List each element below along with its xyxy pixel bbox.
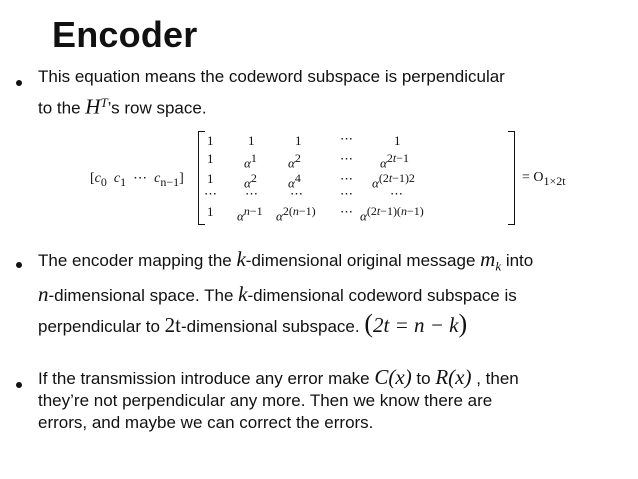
right-paren: ): [458, 309, 468, 339]
matrix-cell: 1: [207, 171, 214, 186]
math-k: k: [238, 282, 248, 307]
matrix-cell: $\alpha^2$: [288, 151, 301, 171]
matrix-cell: $\alpha^{2(n-1)}$: [276, 204, 316, 224]
bullet-dot-1: [16, 80, 22, 86]
parity-check-equation: [90, 131, 570, 223]
math-m: m: [480, 247, 496, 271]
matrix-cell: ⋯: [340, 186, 353, 201]
bullet-1-text-end: ’s row space.: [107, 98, 207, 118]
bullet-2-text: into: [501, 251, 534, 270]
matrix-cell: $\alpha^4$: [288, 171, 301, 191]
matrix-cell: ⋯: [204, 186, 217, 201]
bullet-3-line-2: they’re not perpendicular any more. Then we know there are: [38, 391, 493, 410]
vec-c1-sub: 1: [120, 174, 127, 189]
matrix-cell: ⋯: [290, 186, 303, 201]
bullet-1-line-2: [38, 90, 628, 122]
slide-title: Encoder: [52, 14, 198, 55]
rhs-sub: 1×2t: [543, 173, 566, 188]
bullet-2: [38, 245, 628, 341]
math-m-sub: k: [495, 258, 502, 274]
matrix-cell: $\alpha^2$: [244, 171, 257, 191]
math-n: n: [38, 282, 49, 307]
bullet-1: [38, 64, 628, 122]
vec-cn-sub: n−1: [160, 174, 180, 189]
bullet-1-line-1: This equation means the codeword subspace is perpendicular: [38, 67, 505, 86]
matrix-cell: 1: [295, 133, 302, 148]
matrix-right-bracket: [508, 131, 515, 225]
bullet-3: [38, 366, 628, 434]
matrix-cell: $\alpha^1$: [244, 151, 257, 171]
matrix-cell: 1: [207, 204, 214, 219]
bullet-2-text: -dimensional original message: [245, 251, 481, 270]
vec-c0-sub: 0: [100, 174, 107, 189]
vec-c0: c: [94, 171, 101, 186]
vec-c1: c: [113, 171, 121, 186]
codeword-vector: [$c_0$ $c_1$ ⋯ $c_{n-1}$]: [90, 171, 184, 189]
bullet-3-line-3: errors, and maybe we can correct the errors.: [38, 413, 374, 432]
bullet-1-text: to the: [38, 98, 86, 118]
bullet-3-line-1: [38, 366, 628, 390]
bullet-2-text: The encoder mapping the: [38, 251, 237, 270]
matrix-cell: ⋯: [340, 131, 353, 146]
matrix-cell: 1: [207, 133, 214, 148]
bullet-3-text: If the transmission introduce any error make: [38, 369, 375, 388]
matrix-cell: $\alpha^{(2t-1)2}$: [372, 171, 415, 191]
bullet-2-line-1: [38, 245, 628, 280]
bullet-2-text: -dimensional space. The: [48, 286, 239, 306]
math-expression: 2t = n − k: [373, 313, 459, 338]
matrix-cell: 1: [207, 151, 214, 166]
math-k: k: [236, 247, 246, 271]
math-T: T: [100, 95, 108, 110]
matrix-cell: $\alpha^{2t-1}$: [380, 151, 409, 171]
matrix-left-bracket: [198, 131, 205, 225]
bullet-2-text: perpendicular to: [38, 317, 165, 337]
matrix-cell: ⋯: [340, 171, 353, 186]
vec-dots: ⋯: [133, 171, 148, 186]
bullet-2-line-3: [38, 310, 628, 341]
bullet-3-text: to: [411, 369, 436, 388]
bullet-2-text: -dimensional subspace.: [180, 317, 360, 337]
matrix-cell: $\alpha^{n-1}$: [237, 204, 263, 224]
bullet-3-text: , then: [471, 369, 519, 388]
math-2t: 2t: [164, 313, 181, 338]
bullet-2-line-2: [38, 280, 628, 310]
matrix-cell: 1: [248, 133, 255, 148]
matrix-cell: ⋯: [245, 186, 258, 201]
matrix-cell: 1: [394, 133, 401, 148]
vec-cn: c: [154, 171, 161, 186]
math-Rx: R(x): [435, 365, 472, 389]
matrix-cell: $\alpha^{(2t-1)(n-1)}$: [360, 204, 424, 224]
bullet-dot-2: [16, 262, 22, 268]
math-Cx: C(x): [374, 365, 412, 389]
bullet-2-text: -dimensional codeword subspace is: [247, 286, 517, 306]
matrix-cell: ⋯: [340, 151, 353, 166]
math-H: H: [85, 94, 101, 119]
matrix-cell: ⋯: [340, 204, 353, 219]
left-paren: (: [364, 309, 373, 339]
matrix-cell: ⋯: [390, 186, 403, 201]
rhs-O: = O: [522, 170, 544, 185]
bullet-dot-3: [16, 382, 22, 388]
equation-rhs: [522, 170, 566, 189]
